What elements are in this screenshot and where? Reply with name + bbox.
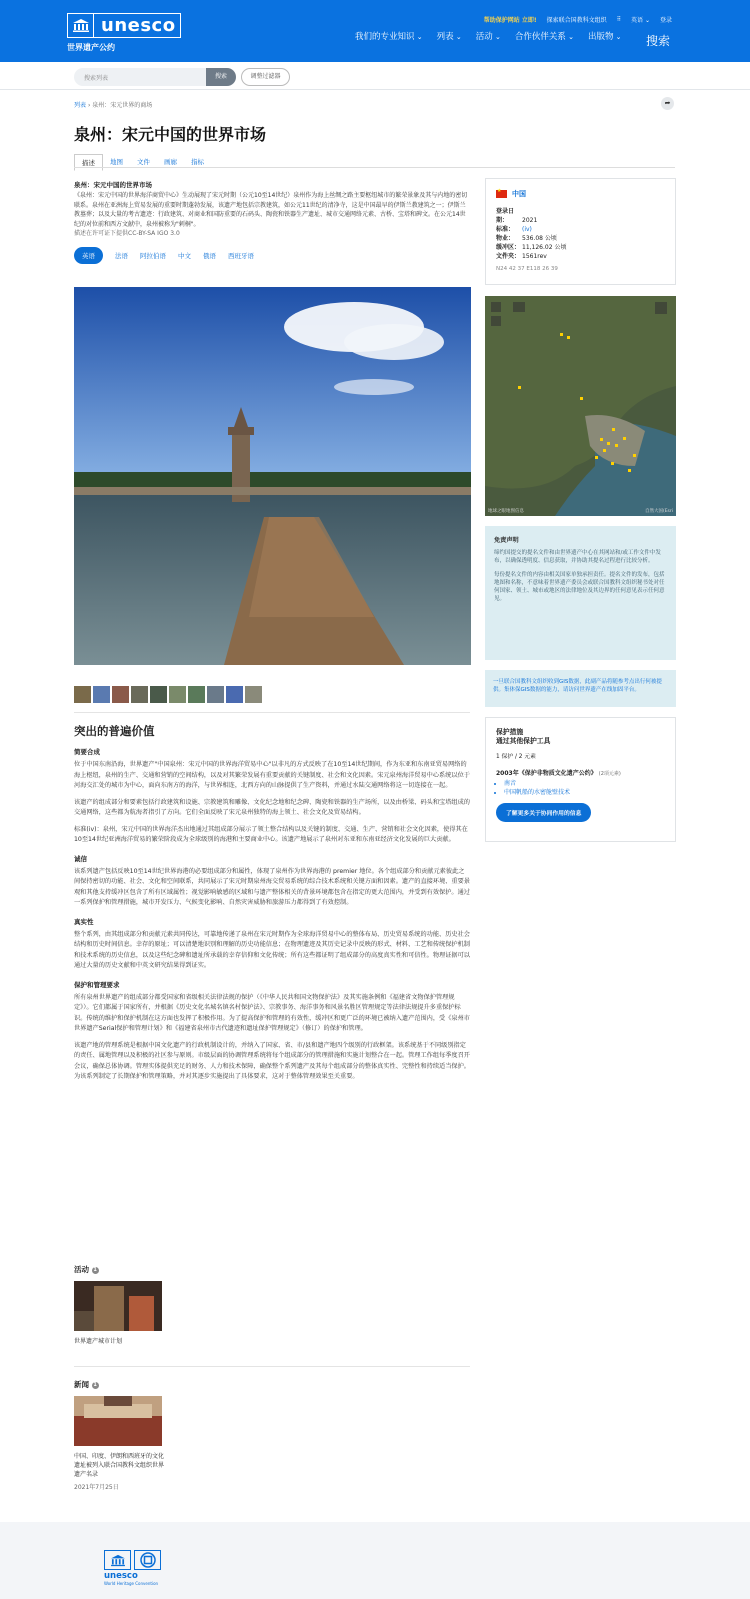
unesco-logo[interactable]: [67, 13, 181, 38]
thumbnail[interactable]: [131, 686, 148, 703]
breadcrumb: [74, 100, 152, 109]
ouv-title: 突出的普遍价值: [74, 724, 155, 738]
element-link[interactable]: • 南音: [504, 779, 665, 788]
thumbnail[interactable]: [226, 686, 243, 703]
filter-button[interactable]: 调整过滤器: [241, 68, 290, 86]
tab-divider: [74, 167, 675, 168]
activities-title: [74, 1264, 274, 1275]
gis-note: [485, 670, 676, 707]
thumbnail[interactable]: [207, 686, 224, 703]
protection-title: 保护措施: [496, 728, 524, 736]
tab-gallery[interactable]: 画廊: [164, 158, 177, 166]
thumbnail[interactable]: [74, 686, 91, 703]
footer-logo-text: unesco: [104, 1571, 138, 1581]
thumbnail[interactable]: [93, 686, 110, 703]
ouv-paragraph: 位于中国东南沿海，世界遗产"中国泉州：宋元中国的世界海洋贸易中心"以非凡的方式反映了在10至14世纪期间，作为东亚和东南亚贸易网络的海上枢纽，泉州的生产、交通和营销的空间结构，以及对其繁荣发展有重要贡献的关键制度、社会和文化因素。宋元泉州海洋贸易中心系统以位于河海交汇处的城市为中心，面向东南方的海洋，与世界相连，北西方向的山脉提供了生产资料，并通过水陆交通网络将这一切连接在一起。: [74, 761, 470, 789]
protection-count: 1 保护 / 2 元素: [496, 754, 536, 760]
info-icon[interactable]: 1: [93, 1266, 97, 1273]
login-link[interactable]: 登录: [659, 17, 672, 24]
info-icon[interactable]: 1: [93, 1381, 97, 1388]
info-label: 缓冲区：: [496, 244, 521, 251]
lang-arabic[interactable]: 阿拉伯语: [140, 251, 166, 260]
tab-maps[interactable]: 地图: [110, 158, 123, 166]
ouv-paragraph: 该系列遗产包括反映10至14世纪世界海港的必要组成部分和属性，体现了泉州作为世界海港的 premier 地位。各个组成部分和贡献元素彼此之间保持密切的功能、社会、文化和空间联系，共同展示了宋元时期泉州海交贸易系统的综合技术系统和关键方面和因素。遗产的直接环境、重要景观和其他支持缓冲区包含了所有区域属性；视觉影响敏感的区域和与遗产整体相关的背景环境都包含在指定的更大范围内，并受到有效保护。通过一系列保护和管理措施，城市开发压力、气候变化影响、自然灾害威胁和旅游压力都得到了有效控制。: [74, 867, 470, 906]
synthesis-title: 简要合成: [74, 748, 100, 756]
thumbnail[interactable]: [169, 686, 186, 703]
info-value: 2021: [522, 217, 538, 224]
learn-more-button[interactable]: 了解更多关于协同作用的信息: [496, 803, 591, 822]
layers-icon[interactable]: [655, 302, 667, 314]
info-value: 1561rev: [522, 253, 547, 260]
apps-grid-icon[interactable]: ⠿: [616, 16, 622, 23]
footer-logo[interactable]: [104, 1550, 162, 1586]
ouv-paragraph: 标准(iv)：泉州，宋元中国的世界海洋杰出地通过其组成部分展示了领土整合结构以及关键的制度、交通、生产、营销和社会文化因素，使得其在10至14世纪亚洲海洋贸易的繁荣阶段成为全球级别的海港和主要商业中心。该遗产地展示了泉州对东亚和东南亚经济文化发展的巨大贡献。: [74, 825, 468, 843]
photo-thumbnails: [74, 686, 262, 703]
activities-section: [74, 1264, 274, 1346]
site-map[interactable]: [485, 296, 676, 516]
search-button[interactable]: 搜索: [206, 68, 236, 86]
footer-logo-subtitle: World Heritage Convention: [104, 1581, 159, 1586]
breadcrumb-current: 泉州：宋元世界的商场: [92, 102, 153, 109]
disclaimer-text: 每份提名文件的内容由相关国家单独承担责任。提名文件的发布，包括地图和名称，不意味着世界遗产委员会或联合国教科文组织秘书处对任何国家、领土、城市或地区的法律地位及其边界的任何意见表示任何意见。: [494, 572, 665, 602]
description-text: 《泉州：宋元中国的世界海洋商贸中心》生动展现了宋元时期（公元10至14世纪）泉州作为海上丝绸之路主要枢纽城市的繁荣景象及其与内地的密切联系。泉州在亚洲海上贸易发展的重要时期蓬勃发展，该遗产地包括宗教建筑，如公元11世纪的清净寺，这是中国最早的伊斯兰教建筑之一；伊斯兰教墓葬；以及大量的考古遗迹：行政建筑、对商业和国防重要的石码头、陶瓷和铁器生产遗址、城市交通网络元素、古桥、宝塔和碑文。在公元14世纪的对位前和西方文献中，泉州被称为"刺桐"。: [74, 192, 468, 228]
criteria-link[interactable]: (iv): [522, 226, 532, 233]
ouv-paragraph: 整个系列，由其组成部分和贡献元素共同传达，可靠地传递了泉州在宋元时期作为全球海洋贸易中心的整体布局、历史贸易系统的功能、历史社会结构和历史时间信息。幸存的原址；可以清楚地识别和理解的历史功能信息；在物理遗迹及其历史记录中反映的形式、材料、工艺和传统保护机制和技术系统的历史信息，以及这些纪念碑和遗址所承载的幸存信仰和文化传统；所有这些都证明了组成部分的高度真实性和可信性。物理证据可以通过大量的历史文献和中英文研究结果得到证实。: [74, 930, 470, 969]
zoom-in-icon[interactable]: [491, 302, 501, 312]
nav-publications[interactable]: 出版物 ⌄: [588, 30, 622, 42]
ouv-paragraph: 该遗产的组成部分和要素包括行政建筑和设施、宗教建筑和雕像、文化纪念地和纪念碑、陶瓷和铁器的生产场所，以及由桥梁、码头和宝塔组成的交通网络，这些都为航海者指引了方向。它们全面反映了宋元泉州独特的海上领土、社会文化及贸易结构。: [74, 798, 470, 816]
language-switcher: [74, 247, 470, 264]
china-flag-icon: [496, 190, 507, 198]
tab-description[interactable]: 描述: [74, 154, 103, 171]
info-label: 登录日期：: [496, 208, 515, 224]
news-date: 2021年7月25日: [74, 1484, 119, 1491]
site-footer: [0, 1522, 750, 1599]
search-input[interactable]: 搜索列表: [74, 68, 206, 86]
thumbnail[interactable]: [245, 686, 262, 703]
description-title: 泉州：宋元中国的世界市场: [74, 181, 152, 189]
ouv-section: [74, 723, 470, 1089]
nav-list[interactable]: 列表 ⌄: [437, 30, 462, 42]
share-icon[interactable]: ➦: [661, 97, 674, 110]
ouv-paragraph: 该遗产地的管理系统是根据中国文化遗产的行政机制设计的，并纳入了国家、省、市/县和遗产地四个级别的行政框架。该系统基于不同级别指定的责任、属地管理以及积极的社区参与原则。市级层面的协调管理系统将每个组成部分的管理措施和实施计划整合在一起。管理工作组每季度召开会议，确保总体协调。管理实体提供充足的财务、人力和技术保障，确保整个系列遗产及其每个组成部分的整体真实性、完整性和持续适当保护。为该系列制定了长期保护和管理策略，并对其逐步实施提出了具体要求，这对于整体管理效果至关重要。: [74, 1041, 470, 1080]
description-block: [74, 180, 470, 264]
info-row-dossier: [496, 252, 665, 261]
news-section: [74, 1379, 274, 1491]
country-link[interactable]: 中国: [512, 190, 526, 198]
news-caption[interactable]: 中国、印度、伊朗和西班牙的文化遗址被列入联合国教科文组织世界遗产名录: [74, 1453, 165, 1478]
main-content: [0, 90, 750, 1522]
country-row: [496, 189, 665, 199]
info-label: 文件夹：: [496, 253, 521, 260]
section-divider: [74, 712, 470, 713]
integrity-title: 诚信: [74, 854, 87, 863]
temple-icon: [104, 1550, 131, 1570]
lang-english[interactable]: 英语: [74, 247, 103, 264]
donate-link[interactable]: 帮助保护网站 立即!: [483, 17, 537, 24]
3d-toggle-icon[interactable]: [513, 302, 525, 312]
news-image[interactable]: [74, 1396, 162, 1446]
map-caption-left: 地球之眼地图信息: [488, 509, 524, 514]
breadcrumb-list-link[interactable]: 列表: [74, 102, 87, 109]
convention-name: 2003年《保护非物质文化遗产公约》: [496, 770, 597, 777]
logo-text: unesco: [101, 15, 176, 36]
top-links: [484, 15, 672, 24]
activities-title-text: 活动: [74, 1265, 89, 1274]
site-header: [0, 0, 750, 62]
site-photo[interactable]: [74, 287, 471, 665]
language-select[interactable]: 英语 ⌄: [631, 17, 650, 24]
element-list: [496, 779, 665, 797]
disclaimer-box: [485, 526, 676, 660]
news-title: [74, 1379, 274, 1390]
thumbnail[interactable]: [112, 686, 129, 703]
nav-expertise[interactable]: 我们的专业知识 ⌄: [355, 30, 423, 42]
lang-russian[interactable]: 俄语: [203, 251, 216, 260]
element-link[interactable]: • 中国帆船的水密舱壁技术: [504, 788, 665, 797]
management-title: 保护和管理要求: [74, 980, 120, 989]
breadcrumb-separator-icon: ›: [87, 102, 93, 109]
license-note: [74, 229, 470, 239]
temple-icon: [68, 14, 94, 37]
zoom-out-icon[interactable]: [491, 316, 501, 326]
nav-activities[interactable]: 活动 ⌄: [476, 30, 501, 42]
gis-note-text[interactable]: 一旦联合国教科文组织收到GIS数据，此副产品将随参考点出行何被提供。集体保GIS数据的能力，请访问世界遗产在线加固平台。: [493, 679, 662, 693]
page-title: 泉州：宋元中国的世界市场: [74, 125, 267, 144]
info-row-buffer: [496, 243, 665, 252]
disclaimer-title: 免责声明: [494, 537, 519, 544]
language-label: 英语: [631, 17, 644, 24]
map-caption-right: 自然大国(Esri: [644, 509, 673, 514]
header-search-button[interactable]: 搜索: [645, 34, 670, 48]
tab-documents[interactable]: 文件: [137, 158, 150, 166]
site-info-card: [485, 178, 676, 285]
info-label: 物业：: [496, 235, 515, 242]
activity-image[interactable]: [74, 1281, 162, 1331]
main-nav: [355, 30, 622, 42]
convention-note: (2项元素): [598, 771, 621, 777]
lang-chinese[interactable]: 中文: [178, 251, 191, 260]
coordinates: N24 42 37 E118 26 39: [496, 266, 558, 272]
info-value: 536.08 公顷: [522, 235, 557, 242]
protection-card: [485, 717, 676, 842]
tab-indicators[interactable]: 指标: [191, 158, 204, 166]
info-row-date: [496, 207, 665, 225]
nav-partnerships[interactable]: 合作伙伴关系 ⌄: [515, 30, 574, 42]
activity-caption[interactable]: 世界遗产城市计划: [74, 1338, 123, 1345]
lang-french[interactable]: 法语: [115, 251, 128, 260]
protection-subtitle: 通过其他保护工具: [496, 737, 551, 745]
info-value: 11,126.02 公顷: [522, 244, 567, 251]
ouv-paragraph: 所有泉州世界遗产的组成部分都受国家和省级相关法律法规的保护（《中华人民共和国文物保护法》及其实施条例和《福建省文物保护管理规定》）。它们都属于国家所有，并根据《历史文化名城名镇名村保护法》、宗教事务、海洋事务和风景名胜区管理规定等法律法规提升多重保护标识。传统的维护和保护机制在这方面也发挥了积极作用。为了提高保护和管理的有效性，缓冲区和更广泛的环境已被纳入遗产范围内，受《泉州市世界遗产Serial保护和管理计划》和《福建省泉州市古代遗迹和遗址保护管理规定》（修订）的保护和管理。: [74, 993, 470, 1032]
license-text[interactable]: 描述在许可证下提供CC-BY-SA IGO 3.0: [74, 230, 180, 237]
world-heritage-emblem-icon: [134, 1550, 161, 1570]
disclaimer-text: 缔约国提交的提名文件和由世界遗产中心在其网站和/或工作文件中发布，以确保透明度、信息获取，并协助其提名过程进行比较分析。: [494, 550, 661, 564]
explore-unesco-link[interactable]: 探索联合国教科文组织: [546, 17, 607, 24]
tabs: [74, 154, 211, 171]
thumbnail[interactable]: [188, 686, 205, 703]
site-subtitle[interactable]: 世界遗产公约: [67, 43, 115, 52]
authenticity-title: 真实性: [74, 917, 94, 926]
section-divider: [74, 1366, 470, 1367]
info-row-property: [496, 234, 665, 243]
info-label: 标准：: [496, 226, 515, 233]
convention-title: [496, 768, 665, 777]
lang-spanish[interactable]: 西班牙语: [228, 251, 254, 260]
thumbnail[interactable]: [150, 686, 167, 703]
info-row-criteria: [496, 225, 665, 234]
news-title-text: 新闻: [74, 1380, 89, 1389]
list-search-bar: [0, 62, 750, 90]
